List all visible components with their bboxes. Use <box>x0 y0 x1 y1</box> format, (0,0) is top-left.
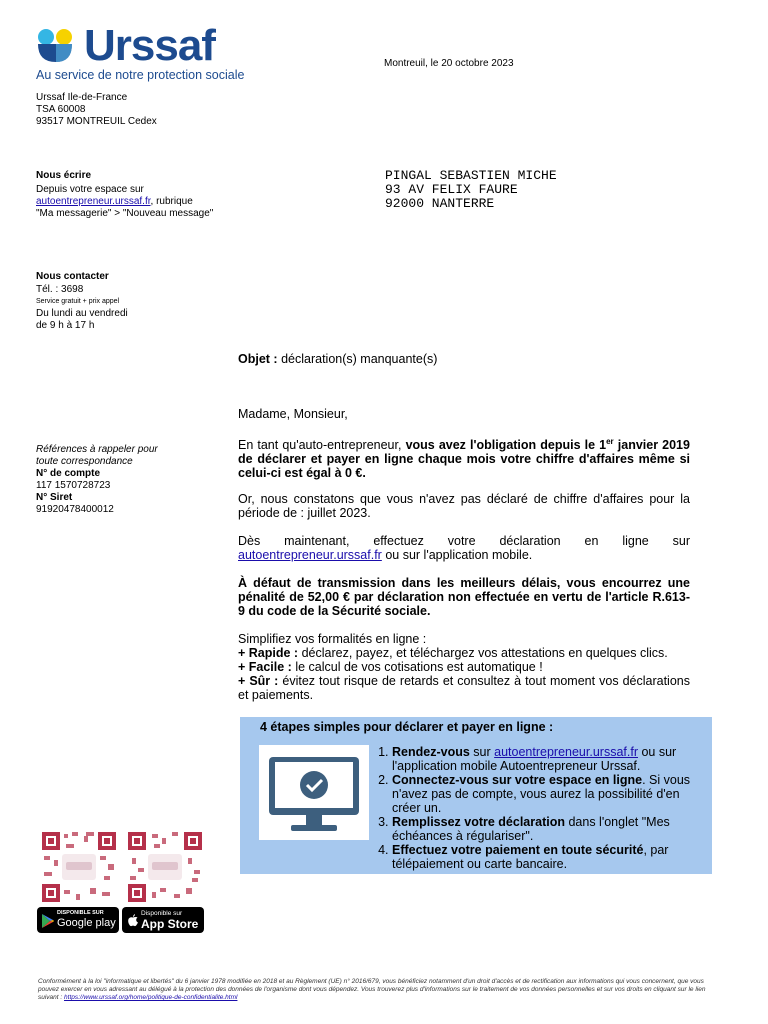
qr-code-icon <box>126 830 204 904</box>
object-value: déclaration(s) manquante(s) <box>281 352 438 366</box>
step-text: ou sur l'application mobile Autoentrepreneur Urssaf. <box>392 745 677 773</box>
write-us-link[interactable]: autoentrepreneur.urssaf.fr <box>36 196 151 207</box>
computer-check-icon <box>259 745 369 840</box>
contact-hours: de 9 h à 17 h <box>36 320 95 331</box>
benefit-rapid <box>238 646 690 660</box>
step-bold: Connectez-vous sur votre espace en ligne <box>392 773 643 787</box>
write-us-line: Depuis votre espace sur <box>36 184 144 195</box>
p1-sup: er <box>606 437 614 446</box>
benefit-safe <box>238 674 690 702</box>
benefit-label: + Facile : <box>238 660 292 674</box>
apple-icon <box>127 913 139 927</box>
paragraph-simplify <box>238 632 690 702</box>
steps-title: 4 étapes simples pour déclarer et payer en ligne : <box>260 720 554 734</box>
p3-start: Dès maintenant, effectuez votre déclaration en ligne sur <box>238 534 690 548</box>
declare-link[interactable]: autoentrepreneur.urssaf.fr <box>238 548 382 562</box>
brand-name: Urssaf <box>84 21 215 70</box>
urssaf-logo-icon <box>36 28 76 64</box>
write-us-link-line <box>36 196 213 208</box>
contact-block <box>36 271 128 332</box>
siret-value: 91920478400012 <box>36 504 114 515</box>
sender-line: 93517 MONTREUIL Cedex <box>36 116 157 127</box>
benefit-text: évitez tout risque de retards et consultez à tout moment vos déclarations et paiements. <box>238 674 690 702</box>
google-play-badge[interactable] <box>37 907 119 933</box>
step-2 <box>392 773 706 815</box>
paragraph-missing: Or, nous constatons que vous n'avez pas déclaré de chiffre d'affaires pour la période de : juillet 2023. <box>238 492 690 520</box>
date-line: Montreuil, le 20 octobre 2023 <box>384 58 514 69</box>
benefit-text: le calcul de vos cotisations est automatique ! <box>295 660 543 674</box>
step-bold: Rendez-vous <box>392 745 470 759</box>
sender-line: Urssaf Ile-de-France <box>36 92 128 103</box>
contact-title: Nous contacter <box>36 271 109 282</box>
p1-start: En tant qu'auto-entrepreneur, <box>238 438 402 453</box>
recipient-line: 92000 NANTERRE <box>385 196 495 211</box>
benefit-text: déclarez, payez, et téléchargez vos attestations en quelques clics. <box>301 646 668 660</box>
p1-bold: vous avez l'obligation depuis le 1 <box>405 438 607 453</box>
sender-line: TSA 60008 <box>36 104 86 115</box>
p1-bold2: janvier 2019 de déclarer et payer en ligne chaque mois votre chiffre d'affaires même si celui-ci est égal à 0 €. <box>238 438 690 481</box>
qr-code-apple[interactable] <box>126 830 204 904</box>
paragraph-obligation <box>238 435 690 480</box>
benefit-label: + Rapide : <box>238 646 299 660</box>
account-value: 117 1570728723 <box>36 480 111 491</box>
google-small-label: DISPONIBLE SUR <box>57 910 104 916</box>
paragraph-declare <box>238 534 690 562</box>
steps-list <box>370 745 706 871</box>
contact-hours: Du lundi au vendredi <box>36 308 128 319</box>
steps-ordered-list <box>370 745 706 871</box>
step-link[interactable]: autoentrepreneur.urssaf.fr <box>494 745 638 759</box>
qr-code-icon <box>40 830 118 904</box>
account-label: N° de compte <box>36 468 101 479</box>
references-intro: Références à rappeler pour <box>36 444 158 455</box>
monitor-frame <box>259 745 369 840</box>
paragraph-penalty: À défaut de transmission dans les meilleurs délais, vous encourrez une pénalité de 52,00 € par déclaration non effectuée en vertu de l'article R.613-9 du code de la Sécurité sociale. <box>238 576 690 618</box>
recipient-address <box>385 169 557 211</box>
object-label: Objet : <box>238 352 278 366</box>
brand-tagline: Au service de notre protection sociale <box>36 68 245 82</box>
sender-address <box>36 92 157 128</box>
privacy-link[interactable]: https://www.urssaf.org/home/politique-de-confidentialite.html <box>64 994 238 1001</box>
step-text: sur <box>473 745 491 759</box>
contact-phone: Tél. : 3698 <box>36 284 84 295</box>
apple-small-label: Disponible sur <box>141 910 183 917</box>
steps-box <box>240 717 712 874</box>
siret-label: N° Siret <box>36 492 73 503</box>
step-4 <box>392 843 706 871</box>
benefit-label: + Sûr : <box>238 674 279 688</box>
references-intro: toute correspondance <box>36 456 133 467</box>
simplify-intro: Simplifiez vos formalités en ligne : <box>238 632 427 646</box>
references-block <box>36 444 158 516</box>
step-text: . Si vous n'avez pas de compte, vous aurez la possibilité d'en créer un. <box>392 773 691 815</box>
benefit-easy <box>238 660 690 674</box>
legal-text: Conformément à la loi "informatique et libertés" du 6 janvier 1978 modifiée en 2018 et au Règlement (UE) n° 2016/679, vous bénéficiez notamment d'un droit d'accès et de rectification aux informations qui vous concernent, que vous pouvez exercer en vous adressant au délégué à la protection des données de l'organisme dont vous dépendez. Vous trouverez plus d'informations sur le traitement de vos données personnelles et sur vos droits en cliquant sur le lien suivant : <box>38 978 706 1001</box>
write-us-block <box>36 170 213 220</box>
recipient-line: 93 AV FELIX FAURE <box>385 182 518 197</box>
contact-phone-note: Service gratuit + prix appel <box>36 298 120 305</box>
qr-code-google[interactable] <box>40 830 118 904</box>
recipient-line: PINGAL SEBASTIEN MICHE <box>385 168 557 183</box>
google-big-label: Google play <box>57 917 116 929</box>
apple-big-label: App Store <box>141 917 199 931</box>
google-play-icon <box>41 913 55 929</box>
letter-object <box>238 352 437 366</box>
legal-footer <box>38 978 710 1002</box>
step-text: dans l'onglet "Mes échéances à régulariser". <box>392 815 670 843</box>
step-text: , par télépaiement ou carte bancaire. <box>392 843 669 871</box>
write-us-after-link: , rubrique <box>150 196 193 207</box>
write-us-title: Nous écrire <box>36 170 92 181</box>
step-bold: Remplissez votre déclaration <box>392 815 565 829</box>
step-3 <box>392 815 706 843</box>
p3-end: ou sur l'application mobile. <box>385 548 533 562</box>
step-bold: Effectuez votre paiement en toute sécurité <box>392 843 644 857</box>
salutation: Madame, Monsieur, <box>238 407 348 421</box>
step-1 <box>392 745 706 773</box>
write-us-line: "Ma messagerie" > "Nouveau message" <box>36 208 214 219</box>
app-store-badge[interactable] <box>122 907 204 933</box>
